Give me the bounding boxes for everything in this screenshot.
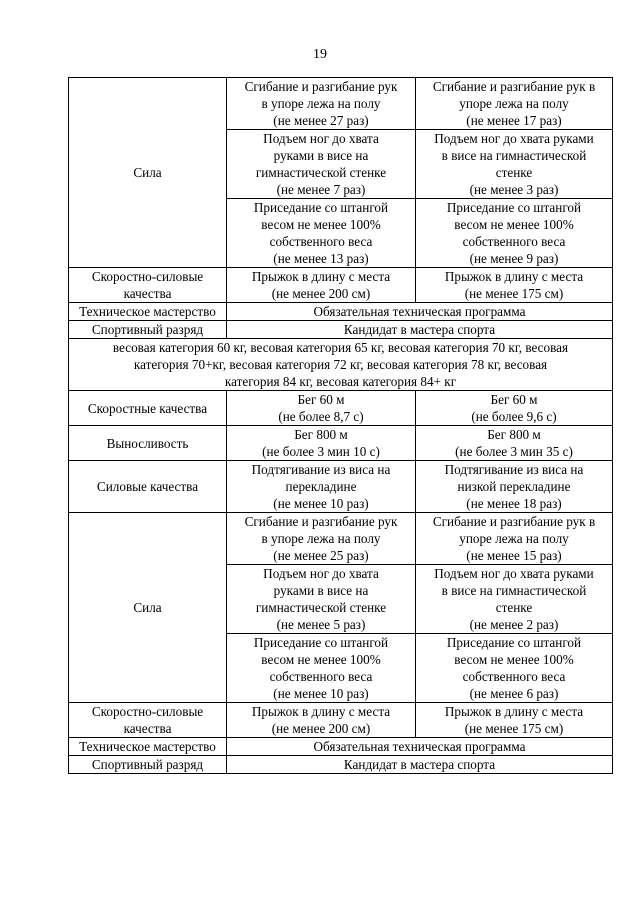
table-row — [69, 461, 613, 513]
table-row — [69, 303, 613, 321]
cell-line: (не менее 10 раз) — [273, 686, 369, 701]
quality-label: Силовые качества — [69, 461, 227, 513]
norm-cell-female — [416, 130, 613, 199]
norm-cell-female — [416, 513, 613, 565]
cell-line: гимнастической стенке — [255, 600, 387, 615]
cell-line: Подъем ног до хвата — [263, 131, 379, 146]
norm-cell-female — [416, 426, 613, 461]
cell-line: (не менее 2 раз) — [469, 617, 559, 632]
page-number: 19 — [313, 47, 327, 62]
cell-line: (не менее 200 см) — [271, 286, 371, 301]
cell-line: Скоростно-силовые — [91, 704, 204, 719]
norm-cell-male — [227, 78, 416, 130]
quality-label: Сила — [69, 513, 227, 703]
cell-line: Сгибание и разгибание рук — [244, 514, 398, 529]
table-row — [69, 321, 613, 339]
cell-line: (не менее 5 раз) — [276, 617, 366, 632]
cell-line: (не менее 18 раз) — [466, 496, 562, 511]
cell-line: (не менее 175 см) — [464, 286, 564, 301]
cell-line: Скоростно-силовые — [91, 269, 204, 284]
cell-line: низкой перекладине — [457, 479, 571, 494]
norms-table — [68, 77, 613, 774]
cell-line: стенке — [495, 600, 533, 615]
cell-line: (не менее 15 раз) — [466, 548, 562, 563]
norm-cell-male — [227, 634, 416, 703]
cell-line: Приседание со штангой — [446, 200, 582, 215]
cell-line: стенке — [495, 165, 533, 180]
norm-cell-male — [227, 461, 416, 513]
cell-line: (не более 8,7 с) — [278, 409, 364, 424]
norm-cell-male — [227, 199, 416, 268]
cell-line: (не менее 3 раз) — [469, 182, 559, 197]
cell-line: Приседание со штангой — [253, 635, 389, 650]
norm-cell-merged: Кандидат в мастера спорта — [227, 756, 613, 774]
cell-line: качества — [123, 286, 172, 301]
norm-cell-female — [416, 703, 613, 738]
cell-line: Бег 60 м — [297, 392, 345, 407]
cell-line: Сгибание и разгибание рук в — [432, 79, 596, 94]
norm-cell-male — [227, 391, 416, 426]
cell-line: Подтягивание из виса на — [444, 462, 584, 477]
cell-line: Подтягивание из виса на — [251, 462, 391, 477]
quality-label: Скоростные качества — [69, 391, 227, 426]
cell-line: (не менее 9 раз) — [469, 251, 559, 266]
cell-line: весовая категория 60 кг, весовая категория 65 кг, весовая категория 70 кг, весовая — [112, 340, 569, 355]
norm-cell-female — [416, 565, 613, 634]
cell-line: гимнастической стенке — [255, 165, 387, 180]
cell-line: Подъем ног до хвата — [263, 566, 379, 581]
cell-line: Сгибание и разгибание рук в — [432, 514, 596, 529]
cell-line: Сгибание и разгибание рук — [244, 79, 398, 94]
norm-cell-merged: Обязательная техническая программа — [227, 303, 613, 321]
cell-line: (не менее 27 раз) — [273, 113, 369, 128]
quality-label: Спортивный разряд — [69, 321, 227, 339]
norm-cell-merged: Обязательная техническая программа — [227, 738, 613, 756]
cell-line: Бег 60 м — [490, 392, 538, 407]
cell-line: Бег 800 м — [487, 427, 541, 442]
cell-line: в упоре лежа на полу — [261, 531, 381, 546]
cell-line: упоре лежа на полу — [459, 96, 569, 111]
quality-label — [69, 268, 227, 303]
cell-line: собственного веса — [462, 669, 566, 684]
table-row — [69, 756, 613, 774]
norm-cell-male — [227, 130, 416, 199]
table-row — [69, 391, 613, 426]
quality-label: Сила — [69, 78, 227, 268]
table-row — [69, 738, 613, 756]
norm-cell-female — [416, 199, 613, 268]
cell-line: собственного веса — [269, 234, 373, 249]
cell-line: (не более 9,6 с) — [471, 409, 557, 424]
norm-cell-merged: Кандидат в мастера спорта — [227, 321, 613, 339]
norm-cell-female — [416, 78, 613, 130]
norm-cell-male — [227, 268, 416, 303]
norm-cell-female — [416, 634, 613, 703]
table-row — [69, 78, 613, 130]
cell-line: (не менее 7 раз) — [276, 182, 366, 197]
quality-label: Выносливость — [69, 426, 227, 461]
cell-line: Прыжок в длину с места — [251, 269, 391, 284]
table-row — [69, 268, 613, 303]
norm-cell-female — [416, 268, 613, 303]
cell-line: (не менее 17 раз) — [466, 113, 562, 128]
cell-line: Прыжок в длину с места — [444, 704, 584, 719]
cell-line: в упоре лежа на полу — [261, 96, 381, 111]
cell-line: собственного веса — [462, 234, 566, 249]
norm-cell-female — [416, 461, 613, 513]
cell-line: весом не менее 100% — [454, 217, 574, 232]
cell-line: Подъем ног до хвата руками — [434, 131, 594, 146]
cell-line: собственного веса — [269, 669, 373, 684]
cell-line: Приседание со штангой — [253, 200, 389, 215]
cell-line: упоре лежа на полу — [459, 531, 569, 546]
cell-line: качества — [123, 721, 172, 736]
cell-line: в висе на гимнастической — [441, 148, 587, 163]
quality-label: Спортивный разряд — [69, 756, 227, 774]
cell-line: в висе на гимнастической — [441, 583, 587, 598]
cell-line: Прыжок в длину с места — [251, 704, 391, 719]
norm-cell-female — [416, 391, 613, 426]
cell-line: весом не менее 100% — [261, 652, 381, 667]
cell-line: Прыжок в длину с места — [444, 269, 584, 284]
cell-line: (не менее 200 см) — [271, 721, 371, 736]
cell-line: Подъем ног до хвата руками — [434, 566, 594, 581]
cell-line: (не менее 13 раз) — [273, 251, 369, 266]
norm-cell-male — [227, 513, 416, 565]
cell-line: (не более 3 мин 10 с) — [262, 444, 380, 459]
cell-line: весом не менее 100% — [261, 217, 381, 232]
norm-cell-male — [227, 565, 416, 634]
norm-cell-male — [227, 703, 416, 738]
cell-line: категория 84 кг, весовая категория 84+ кг — [224, 374, 457, 389]
cell-line: (не более 3 мин 35 с) — [455, 444, 573, 459]
weight-categories — [69, 339, 613, 391]
cell-line: (не менее 175 см) — [464, 721, 564, 736]
cell-line: (не менее 10 раз) — [273, 496, 369, 511]
table-row — [69, 426, 613, 461]
cell-line: руками в висе на — [273, 583, 369, 598]
quality-label: Техническое мастерство — [69, 738, 227, 756]
table-row — [69, 513, 613, 565]
cell-line: (не менее 6 раз) — [469, 686, 559, 701]
norm-cell-male — [227, 426, 416, 461]
quality-label — [69, 703, 227, 738]
quality-label: Техническое мастерство — [69, 303, 227, 321]
table-row — [69, 703, 613, 738]
cell-line: весом не менее 100% — [454, 652, 574, 667]
cell-line: (не менее 25 раз) — [273, 548, 369, 563]
cell-line: Приседание со штангой — [446, 635, 582, 650]
cell-line: категория 70+кг, весовая категория 72 кг, весовая категория 78 кг, весовая — [133, 357, 548, 372]
cell-line: перекладине — [285, 479, 357, 494]
cell-line: руками в висе на — [273, 148, 369, 163]
cell-line: Бег 800 м — [294, 427, 348, 442]
table-row — [69, 339, 613, 391]
